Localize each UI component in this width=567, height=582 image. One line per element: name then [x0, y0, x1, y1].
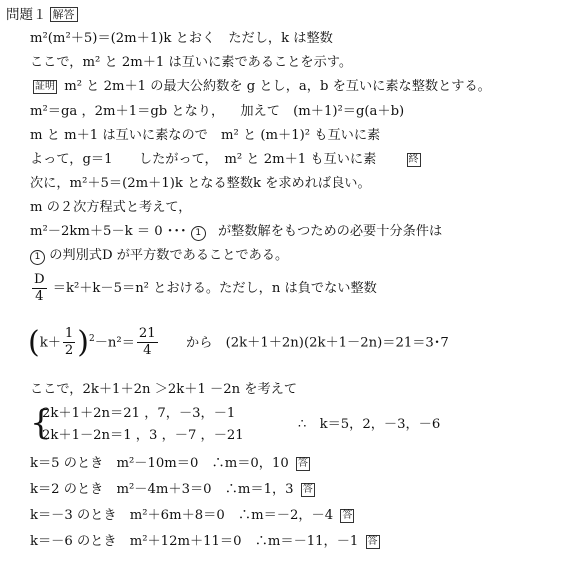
line-3 [30, 78, 491, 96]
answer-mark-2: 答 [302, 484, 313, 495]
answer-badge: 解答 [50, 7, 78, 22]
answer-mark-1: 答 [297, 458, 308, 469]
line-3-text: m² と 2m＋1 の最大公約数を g とし，a，b を互いに素な整数とする。 [64, 79, 491, 94]
fraction-21-4 [137, 326, 158, 359]
frac-4: 4 [35, 289, 44, 304]
line-9a: m²－2km＋5－k ＝ 0 ･･･ [30, 224, 187, 239]
line-14: 2k＋1＋2n＝21 ，7，－3，－1 [42, 406, 236, 421]
frac-d: D [34, 272, 45, 287]
line-12 [28, 322, 449, 360]
paren-close: ) [77, 324, 90, 360]
minus-n2: －n²＝ [94, 335, 135, 351]
line-17 [30, 455, 313, 473]
line-4b: 加えて (m＋1)²＝g(a＋b) [240, 104, 405, 119]
half-den: 2 [64, 343, 74, 359]
circle-one-mark: 1 [191, 226, 206, 241]
r21: 21 [138, 326, 156, 342]
problem-title [6, 6, 81, 24]
r4: 4 [143, 343, 152, 359]
line-9 [30, 223, 442, 241]
line-4a: m²＝ga ，2m＋1＝gb となり， [30, 104, 225, 119]
line-10 [30, 247, 288, 265]
line-8: m の２次方程式と考えて， [30, 200, 192, 215]
line-6-text: よって，g＝1 したがって， m² と 2m＋1 も互いに素 [30, 152, 377, 167]
line-20-text: k＝－6 のとき m²＋12m＋11＝0 ∴m＝－11，－1 [30, 534, 359, 549]
line-17-text: k＝5 のとき m²－10m＝0 ∴m＝0，10 [30, 456, 289, 471]
fraction-half [63, 326, 75, 359]
end-badge: 終 [408, 154, 419, 165]
paren-open: ( [28, 324, 40, 360]
line-1: m²(m²＋5)＝(2m＋1)k とおく ただし，k は整数 [30, 31, 333, 46]
line-4 [30, 103, 404, 121]
line-9b: が整数解をもつための必要十分条件は [217, 224, 443, 239]
line-11-text: ＝k²＋k－5＝n² とおける。ただし，n は負でない整数 [52, 281, 377, 296]
line-12-text: から (2k＋1＋2n)(2k＋1－2n)＝21＝3･7 [159, 335, 449, 351]
line-7: 次に，m²＋5＝(2m＋1)k となる整数k を求めれば良い。 [30, 176, 371, 191]
fraction-d-over-4 [32, 272, 47, 305]
answer-mark-3: 答 [342, 510, 353, 521]
line-16: ∴ k＝5，2，－3，－6 [298, 417, 441, 432]
proof-badge: 証明 [35, 81, 55, 92]
line-18 [30, 481, 318, 499]
answer-mark-4: 答 [367, 536, 378, 547]
circle-one-mark-2: 1 [30, 250, 45, 265]
line-19-text: k＝－3 のとき m²＋6m＋8＝0 ∴m＝－2，－4 [30, 508, 334, 523]
line-13: ここで，2k＋1＋2n ＞2k＋1 －2n を考えて [30, 382, 298, 397]
line-5: m と m＋1 は互いに素なので m² と (m＋1)² も互いに素 [30, 128, 381, 143]
square-sup: 2 [89, 334, 95, 344]
line-19 [30, 507, 357, 525]
line-20 [30, 533, 383, 551]
line-15: 2k＋1－2n＝1 ，3 ，－7 ，－21 [42, 428, 244, 443]
problem-title-text: 問題１ [6, 7, 47, 23]
line-11 [30, 272, 377, 306]
line-6 [30, 151, 424, 169]
half-num: 1 [64, 326, 74, 342]
line-18-text: k＝2 のとき m²－4m＋3＝0 ∴m＝1，3 [30, 482, 294, 497]
line-2: ここで，m² と 2m＋1 は互いに素であることを示す。 [30, 55, 353, 70]
half-k: k＋ [39, 335, 61, 351]
line-10-text: の判別式D が平方数であることである。 [49, 248, 289, 263]
system-brace: { [30, 403, 52, 443]
